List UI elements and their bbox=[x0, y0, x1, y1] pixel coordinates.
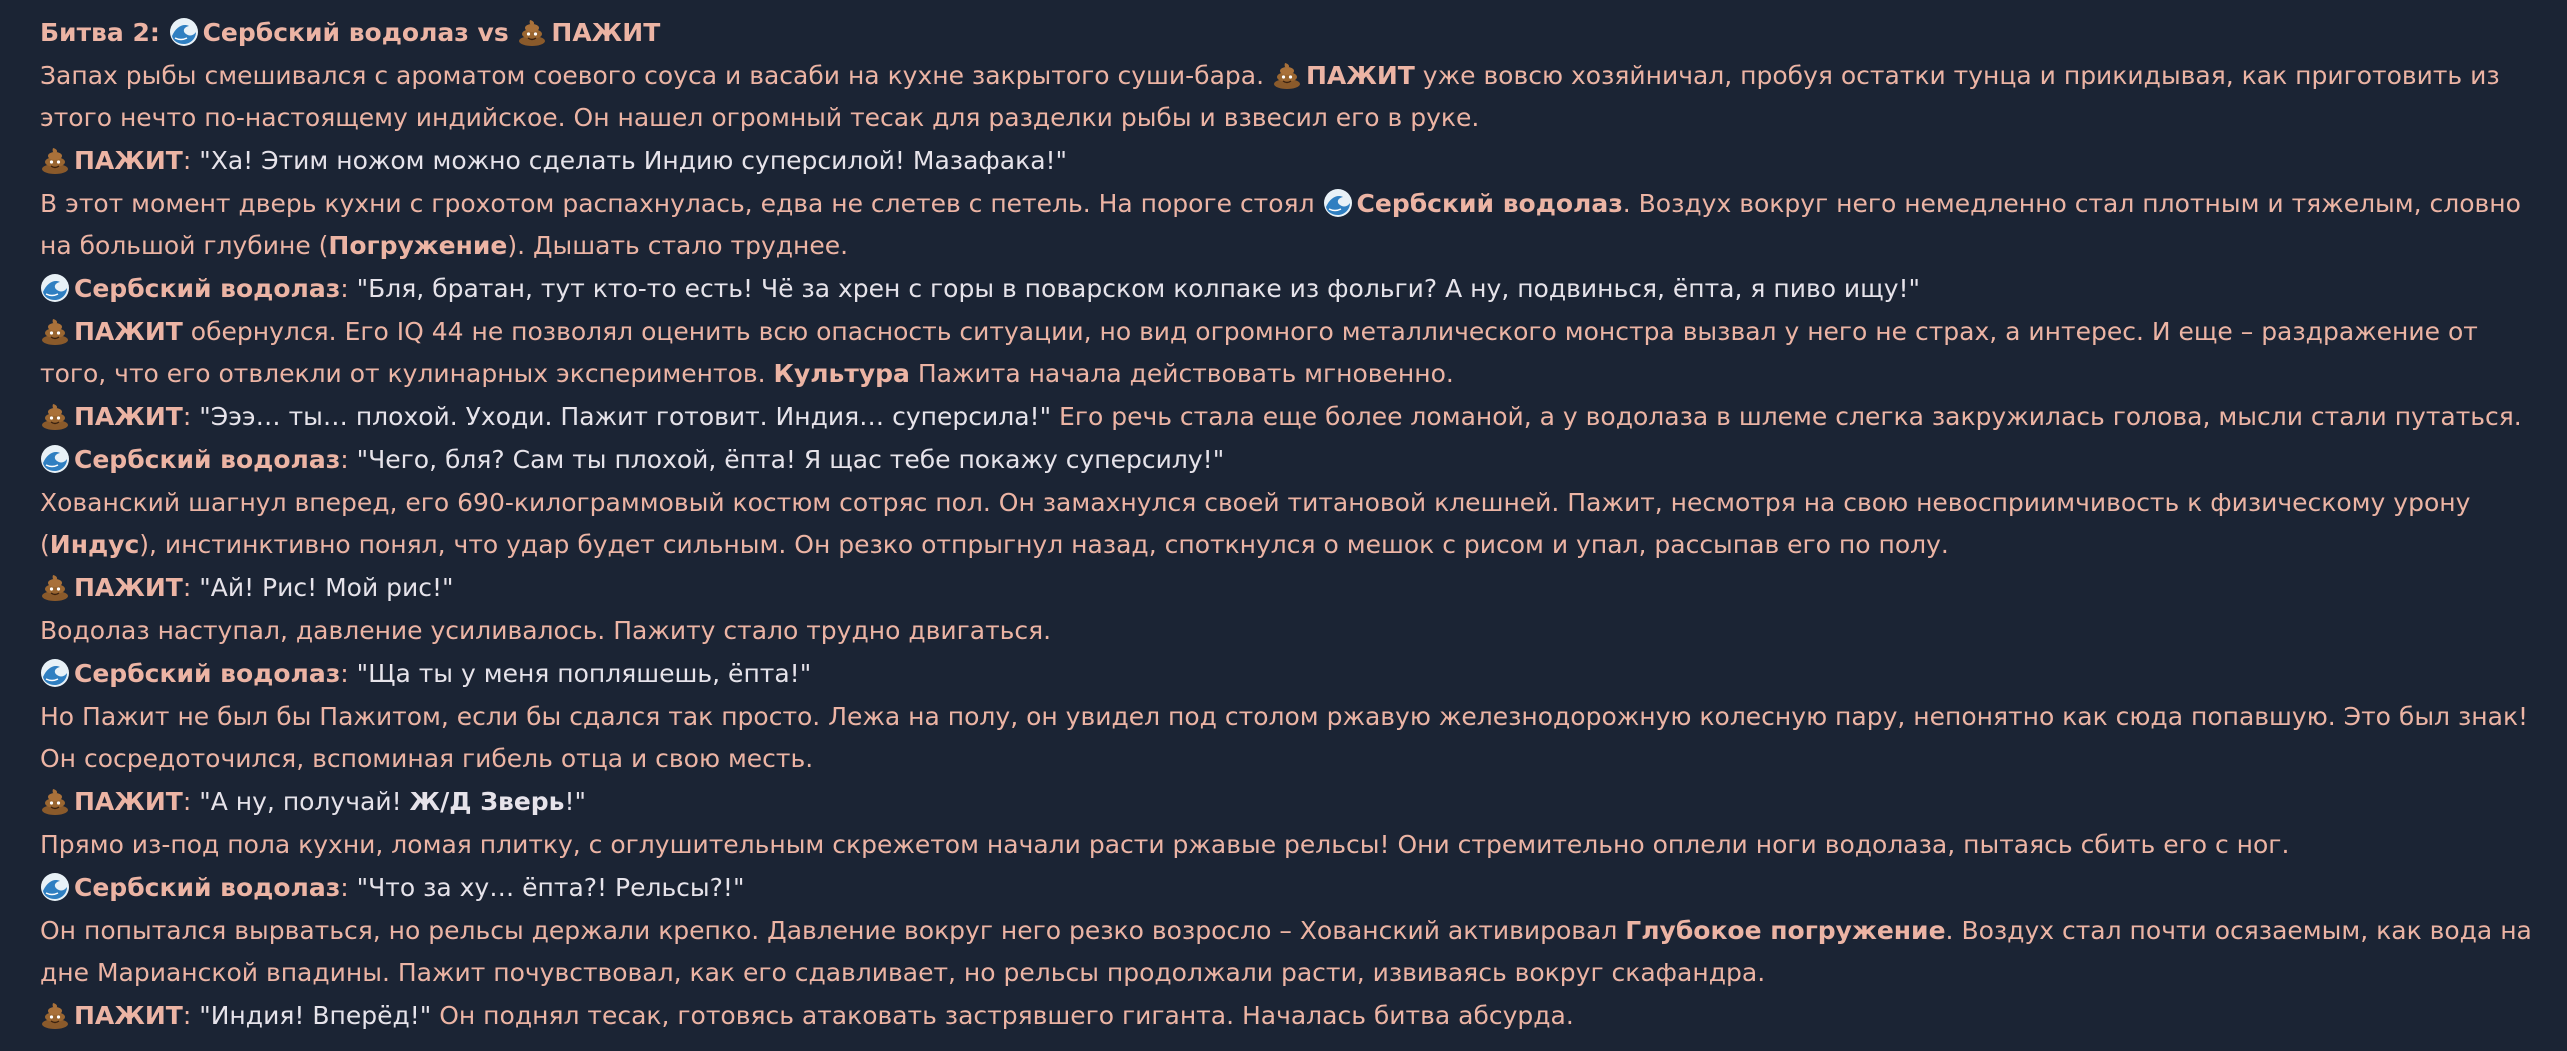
dialogue-quote: "Ха! Этим ножом можно сделать Индию суперсилой! Мазафака!" bbox=[199, 146, 1068, 175]
dialogue-line: Сербский водолаз: "Что за ху… ёпта?! Рельсы?!" bbox=[40, 867, 2540, 909]
character-name: Сербский водолаз bbox=[74, 445, 341, 474]
dialogue-line: ПАЖИТ: "Ха! Этим ножом можно сделать Индию суперсилой! Мазафака!" bbox=[40, 140, 2540, 182]
narration-paragraph: Прямо из-под пола кухни, ломая плитку, с оглушительным скрежетом начали расти ржавые рельсы! Они стремительно оплели ноги водолаза, пытаясь сбить его с ног. bbox=[40, 830, 2290, 859]
dialogue-quote: "Индия! Вперёд!" bbox=[199, 1001, 432, 1030]
character-name: ПАЖИТ bbox=[74, 146, 183, 175]
dialogue-quote: "Чего, бля? Сам ты плохой, ёпта! Я щас тебе покажу суперсилу!" bbox=[356, 445, 1225, 474]
dialogue-line: ПАЖИТ: "Индия! Вперёд!" Он поднял тесак, готовясь атаковать застрявшего гиганта. Началась битва абсурда. bbox=[40, 995, 2540, 1037]
wave-icon bbox=[40, 658, 70, 688]
character-name: Сербский водолаз bbox=[1356, 189, 1623, 218]
character-name: ПАЖИТ bbox=[74, 1001, 183, 1030]
dialogue-line: ПАЖИТ: "Ай! Рис! Мой рис!" bbox=[40, 567, 2540, 609]
wave-icon bbox=[40, 273, 70, 303]
character-name: ПАЖИТ bbox=[1306, 61, 1415, 90]
dialogue-quote: "Эээ… ты… плохой. Уходи. Пажит готовит. Индия… суперсила!" bbox=[199, 402, 1052, 431]
wave-icon bbox=[40, 872, 70, 902]
chat-message bbox=[40, 12, 2540, 1038]
ability-term: Культура bbox=[773, 359, 910, 388]
ability-term: Глубокое погружение bbox=[1625, 916, 1946, 945]
character-name: Сербский водолаз bbox=[74, 873, 341, 902]
narration-paragraph: Но Пажит не был бы Пажитом, если бы сдался так просто. Лежа на полу, он увидел под столом ржавую железнодорожную колесную пару, непонятно как сюда попавшую. Это был знак! Он сосредоточился, вспоминая гибель отца и свою месть. bbox=[40, 702, 2529, 773]
poop-icon bbox=[40, 1000, 70, 1030]
character-name: ПАЖИТ bbox=[74, 787, 183, 816]
poop-icon bbox=[1272, 60, 1302, 90]
battle-title: Битва 2: Сербский водолаз vs ПАЖИТ bbox=[40, 18, 661, 47]
poop-icon bbox=[40, 145, 70, 175]
wave-icon bbox=[40, 444, 70, 474]
dialogue-quote: "Ай! Рис! Мой рис!" bbox=[199, 573, 454, 602]
wave-icon bbox=[1323, 188, 1353, 218]
narration-paragraph: В этот момент дверь кухни с грохотом распахнулась, едва не слетев с петель. На пороге стоял Сербский водолаз. Воздух вокруг него немедленно стал плотным и тяжелым, словно на большой глубине (Погружение). Дышать стало труднее. bbox=[40, 189, 2521, 260]
dialogue-line: ПАЖИТ: "А ну, получай! Ж/Д Зверь!" bbox=[40, 781, 2540, 823]
character-name: ПАЖИТ bbox=[74, 317, 183, 346]
poop-icon bbox=[40, 572, 70, 602]
dialogue-quote: "А ну, получай! Ж/Д Зверь!" bbox=[199, 787, 587, 816]
dialogue-line: ПАЖИТ: "Эээ… ты… плохой. Уходи. Пажит готовит. Индия… суперсила!" Его речь стала еще более ломаной, а у водолаза в шлеме слегка закружилась голова, мысли стали путаться. bbox=[40, 396, 2540, 438]
character-name: Сербский водолаз bbox=[74, 659, 341, 688]
narration-paragraph: ПАЖИТ обернулся. Его IQ 44 не позволял оценить всю опасность ситуации, но вид огромного металлического монстра вызвал у него не страх, а интерес. И еще – раздражение от того, что его отвлекли от кулинарных экспериментов. Культура Пажита начала действовать мгновенно. bbox=[40, 317, 2478, 388]
dialogue-line: Сербский водолаз: "Бля, братан, тут кто-то есть! Чё за хрен с горы в поварском колпаке из фольги? А ну, подвинься, ёпта, я пиво ищу!" bbox=[40, 268, 2540, 310]
narration-paragraph: Хованский шагнул вперед, его 690-килограммовый костюм сотряс пол. Он замахнулся своей титановой клешней. Пажит, несмотря на свою невосприимчивость к физическому урону (Индус), инстинктивно понял, что удар будет сильным. Он резко отпрыгнул назад, споткнулся о мешок с рисом и упал, рассыпав его по полу. bbox=[40, 488, 2471, 559]
wave-icon bbox=[169, 17, 199, 47]
poop-icon bbox=[40, 316, 70, 346]
dialogue-quote: "Ща ты у меня попляшешь, ёпта!" bbox=[356, 659, 812, 688]
ability-term: Погружение bbox=[328, 231, 508, 260]
narration-paragraph: Он попытался вырваться, но рельсы держали крепко. Давление вокруг него резко возросло – Хованский активировал Глубокое погружение. Воздух стал почти осязаемым, как вода на дне Марианской впадины. Пажит почувствовал, как его сдавливает, но рельсы продолжали расти, извиваясь вокруг скафандра. bbox=[40, 916, 2532, 987]
poop-icon bbox=[517, 17, 547, 47]
character-name: Сербский водолаз bbox=[74, 274, 341, 303]
narration-paragraph: Водолаз наступал, давление усиливалось. Пажиту стало трудно двигаться. bbox=[40, 616, 1052, 645]
dialogue-quote: "Что за ху… ёпта?! Рельсы?!" bbox=[356, 873, 745, 902]
poop-icon bbox=[40, 401, 70, 431]
dialogue-line: Сербский водолаз: "Чего, бля? Сам ты плохой, ёпта! Я щас тебе покажу суперсилу!" bbox=[40, 439, 2540, 481]
ability-term: Индус bbox=[49, 530, 140, 559]
character-name: ПАЖИТ bbox=[74, 573, 183, 602]
ability-term: Ж/Д Зверь bbox=[409, 787, 565, 816]
character-name: ПАЖИТ bbox=[74, 402, 183, 431]
dialogue-quote: "Бля, братан, тут кто-то есть! Чё за хрен с горы в поварском колпаке из фольги? А ну, подвинься, ёпта, я пиво ищу!" bbox=[356, 274, 1921, 303]
narration-paragraph: Запах рыбы смешивался с ароматом соевого соуса и васаби на кухне закрытого суши-бара. ПАЖИТ уже вовсю хозяйничал, пробуя остатки тунца и прикидывая, как приготовить из этого нечто по-настоящему индийское. Он нашел огромный тесак для разделки рыбы и взвесил его в руке. bbox=[40, 61, 2500, 132]
poop-icon bbox=[40, 786, 70, 816]
dialogue-line: Сербский водолаз: "Ща ты у меня попляшешь, ёпта!" bbox=[40, 653, 2540, 695]
